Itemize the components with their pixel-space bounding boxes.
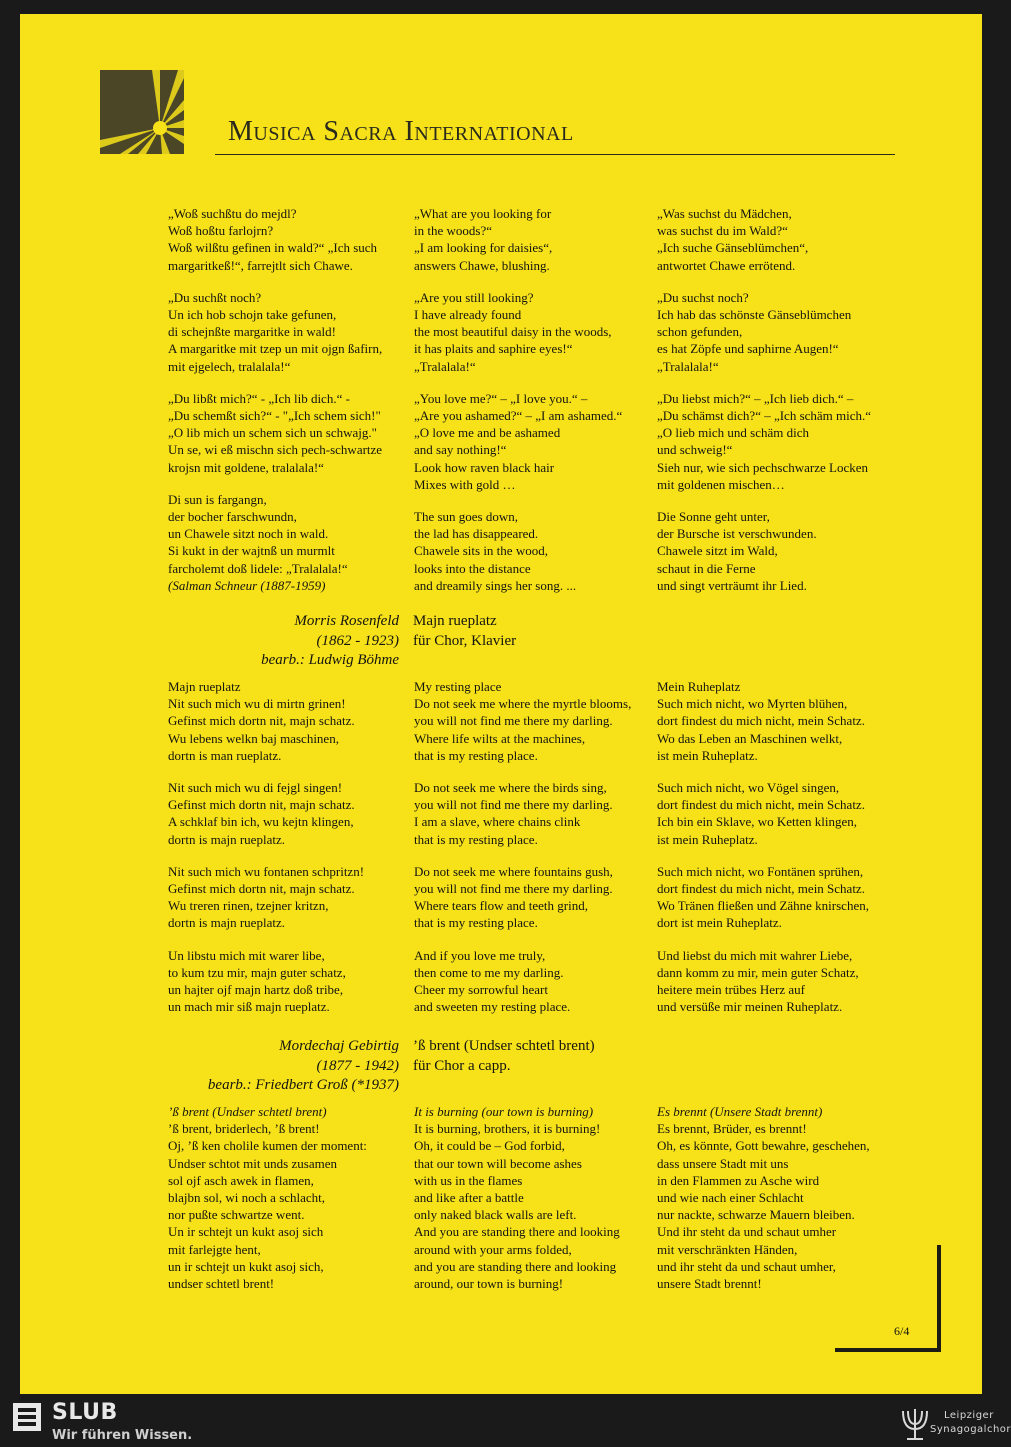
verse-line: dort ist mein Ruheplatz. <box>657 915 782 931</box>
verse-line: ist mein Ruheplatz. <box>657 747 758 763</box>
verse-line: und schweig!“ <box>657 442 733 458</box>
verse-line: farcholemt doß lidele: „Tralalala!“ <box>168 560 348 576</box>
verse-line: di schejnßte margaritke in wald! <box>168 324 336 340</box>
song3-german-heading: Es brennt (Unsere Stadt brennt) <box>657 1104 823 1119</box>
header-rule <box>215 154 895 155</box>
verse-line: Look how raven black hair <box>414 459 555 475</box>
stanza <box>414 1120 620 1223</box>
verse-line: Do not seek me where the birds sing, <box>414 780 607 796</box>
verse-line: Un se, wi eß mischn sich pech-schwartze <box>168 442 383 458</box>
library-tagline: Wir führen Wissen. <box>52 1428 193 1443</box>
verse-line: in the woods?“ <box>414 223 492 239</box>
stanza <box>414 947 631 1016</box>
stanza <box>414 390 622 493</box>
verse-line: und ihr steht da und schaut umher, <box>657 1258 836 1274</box>
verse-line: the most beautiful daisy in the woods, <box>414 324 612 340</box>
verse-line: Such mich nicht, wo Myrten blühen, <box>657 696 848 712</box>
verse-line: unsere Stadt brennt! <box>657 1276 762 1292</box>
stanza <box>414 508 622 594</box>
sunburst-logo-icon <box>100 70 184 154</box>
verse-line: Un ich hob schojn take gefunen, <box>168 307 337 323</box>
verse-line: Nit such mich wu di fejgl singen! <box>168 780 343 796</box>
verse-line: Die Sonne geht unter, <box>657 509 770 525</box>
verse-line: Oh, es könnte, Gott bewahre, geschehen, <box>657 1138 870 1154</box>
verse-line: Nit such mich wu fontanen schpritzn! <box>168 863 365 879</box>
song2-german-text <box>657 678 869 1015</box>
verse-line: Nit such mich wu di mirtn grinen! <box>168 696 346 712</box>
verse-line: schon gefunden, <box>657 324 743 340</box>
verse-line: Chawele sitzt im Wald, <box>657 543 778 559</box>
song1-english-text <box>414 205 622 594</box>
song2-scoring: für Chor, Klavier <box>413 632 517 649</box>
verse-line: My resting place <box>414 679 502 694</box>
verse-line: und singt verträumt ihr Lied. <box>657 577 807 593</box>
verse-line: The sun goes down, <box>414 509 518 525</box>
verse-line: dann komm zu mir, mein guter Schatz, <box>657 964 859 980</box>
verse-line: Gefinst mich dortn nit, majn schatz. <box>168 797 355 813</box>
corner-mark-horizontal <box>835 1348 941 1352</box>
verse-line: that is my resting place. <box>414 831 538 847</box>
verse-line: and say nothing!“ <box>414 442 507 458</box>
song3-english-text <box>414 1103 620 1292</box>
verse-line: dass unsere Stadt mit uns <box>657 1155 789 1171</box>
verse-line: I am a slave, where chains clink <box>414 814 581 830</box>
verse-line: Do not seek me where the myrtle blooms, <box>414 696 632 712</box>
verse-line: und wie nach einer Schlacht <box>657 1190 804 1206</box>
verse-line: und versüße mir meinen Ruheplatz. <box>657 999 843 1015</box>
verse-line: un hajter ojf majn hartz doß tribe, <box>168 982 344 998</box>
stanza <box>657 1223 870 1292</box>
stanza <box>168 491 382 577</box>
choir-name-line1: Leipziger <box>944 1410 994 1421</box>
verse-line: Ich hab das schönste Gänseblümchen <box>657 307 852 323</box>
stanza <box>414 863 631 932</box>
verse-line: „Ich suche Gänseblümchen“, <box>657 240 809 256</box>
verse-line: „O lib mich un schem sich un schwajg." <box>168 425 377 441</box>
stanza <box>657 289 871 375</box>
verse-line: „Tralalala!“ <box>414 358 476 374</box>
verse-line: Undser schtot mit unds zusamen <box>168 1155 337 1171</box>
verse-line: Gefinst mich dortn nit, majn schatz. <box>168 713 355 729</box>
verse-line: dort findest du mich nicht, mein Schatz. <box>657 881 865 897</box>
verse-line: around with your arms folded, <box>414 1241 572 1257</box>
verse-line: „Du schemßt sich?“ - "„Ich schem sich!" <box>168 408 381 424</box>
corner-mark-vertical <box>937 1245 941 1352</box>
verse-line: Oj, ’ß ken cholile kumen der moment: <box>168 1138 367 1154</box>
verse-line: „Du suchßt noch? <box>168 289 262 305</box>
verse-line: with us in the flames <box>414 1172 523 1188</box>
verse-line: It is burning, brothers, it is burning! <box>414 1121 601 1137</box>
verse-line: that is my resting place. <box>414 915 538 931</box>
verse-line: der Bursche ist verschwunden. <box>657 526 817 542</box>
verse-line: ’ß brent, briderlech, ’ß brent! <box>168 1121 320 1137</box>
stanza <box>414 1223 620 1292</box>
song1-yiddish-text <box>168 205 382 594</box>
verse-line: nur nackte, schwarze Mauern bleiben. <box>657 1207 855 1223</box>
verse-line: answers Chawe, blushing. <box>414 257 550 273</box>
verse-line: and dreamily sings her song. ... <box>414 577 577 593</box>
verse-line: „Tralalala!“ <box>657 358 719 374</box>
stanza <box>168 1223 367 1292</box>
verse-line: krojsn mit goldene, tralalala!“ <box>168 459 324 475</box>
verse-line: „I am looking for daisies“, <box>414 240 553 256</box>
verse-line: Und liebst du mich mit wahrer Liebe, <box>657 947 853 963</box>
verse-line: Si kukt in der wajtnß un murmlt <box>168 543 335 559</box>
song2-dates: (1862 - 1923) <box>316 632 399 649</box>
verse-line: Such mich nicht, wo Fontänen sprühen, <box>657 863 864 879</box>
verse-line: and you are standing there and looking <box>414 1258 617 1274</box>
verse-line: „Are you still looking? <box>414 289 534 305</box>
stanza <box>657 205 871 274</box>
song2-credits <box>261 612 399 671</box>
verse-line: „Are you ashamed?“ – „I am ashamed.“ <box>414 408 623 424</box>
verse-line: then come to me my darling. <box>414 964 564 980</box>
verse-line: the lad has disappeared. <box>414 526 539 542</box>
stanza <box>657 508 871 594</box>
verse-line: you will not find me there my darling. <box>414 797 613 813</box>
stanza <box>168 779 364 848</box>
verse-line: „Was suchst du Mädchen, <box>657 206 792 221</box>
verse-line: Wu lebens welkn baj maschinen, <box>168 730 339 746</box>
choir-name-line2: Synagogalchor <box>930 1424 1011 1435</box>
verse-line: in den Flammen zu Asche wird <box>657 1172 820 1188</box>
stanza <box>168 947 364 1016</box>
verse-line: you will not find me there my darling. <box>414 713 613 729</box>
verse-line: Do not seek me where fountains gush, <box>414 863 613 879</box>
verse-line: dortn is majn rueplatz. <box>168 915 285 931</box>
song3-yiddish-text <box>168 1103 367 1292</box>
song1-german-text <box>657 205 871 594</box>
verse-line: „You love me?“ – „I love you.“ – <box>414 390 588 406</box>
verse-line: only naked black walls are left. <box>414 1207 577 1223</box>
stanza <box>168 205 382 274</box>
verse-line: mit verschränkten Händen, <box>657 1241 798 1257</box>
verse-line: Un libstu mich mit warer libe, <box>168 947 325 963</box>
stanza <box>168 678 364 764</box>
verse-line: A margaritke mit tzep un mit ojgn ßafirn, <box>168 341 383 357</box>
verse-line: Wo das Leben an Maschinen welkt, <box>657 730 843 746</box>
stanza <box>657 1120 870 1223</box>
stanza <box>414 289 622 375</box>
verse-line: undser schtetl brent! <box>168 1276 275 1292</box>
verse-line: that is my resting place. <box>414 747 538 763</box>
song3-dates: (1877 - 1942) <box>316 1057 399 1074</box>
song3-yiddish-heading: ’ß brent (Undser schtetl brent) <box>168 1104 327 1119</box>
verse-line: Sieh nur, wie sich pechschwarze Locken <box>657 459 869 475</box>
verse-line: „O love me and be ashamed <box>414 425 561 441</box>
verse-line: un Chawele sitzt noch in wald. <box>168 526 329 542</box>
verse-line: Oh, it could be – God forbid, <box>414 1138 565 1154</box>
verse-line: dort findest du mich nicht, mein Schatz. <box>657 713 865 729</box>
stanza <box>414 779 631 848</box>
verse-line: heitere mein trübes Herz auf <box>657 982 805 998</box>
verse-line: „Du suchst noch? <box>657 289 749 305</box>
verse-line: Where life wilts at the machines, <box>414 730 586 746</box>
library-name[interactable]: SLUB <box>52 1400 118 1425</box>
verse-line: was suchst du im Wald?“ <box>657 223 788 239</box>
verse-line: es hat Zöpfe und saphirne Augen!“ <box>657 341 839 357</box>
verse-line: Where tears flow and teeth grind, <box>414 898 588 914</box>
song2-english-text <box>414 678 631 1015</box>
verse-line: „What are you looking for <box>414 206 552 221</box>
verse-line: dortn is majn rueplatz. <box>168 831 285 847</box>
verse-line: Es brennt, Brüder, es brennt! <box>657 1121 807 1137</box>
verse-line: „O lieb mich und schäm dich <box>657 425 809 441</box>
verse-line: „Woß suchßtu do mejdl? <box>168 206 297 221</box>
verse-line: mit farlejgte hent, <box>168 1241 261 1257</box>
stanza <box>657 947 869 1016</box>
song2-arranger: bearb.: Ludwig Böhme <box>261 652 399 668</box>
verse-line: „Du liebst mich?“ – „Ich lieb dich.“ – <box>657 390 854 406</box>
verse-line: Woß hoßtu farlojrn? <box>168 223 274 239</box>
verse-line: looks into the distance <box>414 560 531 576</box>
song3-work <box>413 1037 595 1076</box>
song2-yiddish-text <box>168 678 364 1015</box>
verse-line: you will not find me there my darling. <box>414 881 613 897</box>
stanza <box>168 289 382 375</box>
slub-logo-icon <box>12 1402 42 1432</box>
verse-line: Mein Ruheplatz <box>657 679 741 694</box>
verse-line: Ich bin ein Sklave, wo Ketten klingen, <box>657 814 858 830</box>
verse-line: and like after a battle <box>414 1190 524 1206</box>
verse-line: and sweeten my resting place. <box>414 999 571 1015</box>
song3-arranger: bearb.: Friedbert Groß (*1937) <box>207 1077 399 1093</box>
stanza <box>657 390 871 493</box>
verse-line: Gefinst mich dortn nit, majn schatz. <box>168 881 355 897</box>
verse-line: Un ir schtejt un kukt asoj sich <box>168 1224 324 1240</box>
song2-composer: Morris Rosenfeld <box>294 613 399 629</box>
verse-line: to kum tzu mir, majn guter schatz, <box>168 964 346 980</box>
song3-composer: Mordechaj Gebirtig <box>279 1038 399 1054</box>
song3-credits <box>208 1037 399 1096</box>
verse-line: I have already found <box>414 307 522 323</box>
verse-line: Wo Tränen fließen und Zähne knirschen, <box>657 898 869 914</box>
verse-line: Majn rueplatz <box>168 679 241 694</box>
verse-line: Di sun is fargangn, <box>168 491 267 507</box>
verse-line: around, our town is burning! <box>414 1276 564 1292</box>
verse-line: un ir schtejt un kukt asoj sich, <box>168 1258 324 1274</box>
verse-line: „Du schämst dich?“ – „Ich schäm mich.“ <box>657 408 872 424</box>
stanza <box>414 678 631 764</box>
verse-line: un mach mir siß majn rueplatz. <box>168 999 330 1015</box>
song3-title: ’ß brent (Undser schtetl brent) <box>413 1038 595 1054</box>
verse-line: mit goldenen mischen… <box>657 476 785 492</box>
stanza <box>168 1120 367 1223</box>
song2-title: Majn rueplatz <box>413 613 497 629</box>
verse-line: A schklaf bin ich, wu kejtn klingen, <box>168 814 354 830</box>
stanza <box>414 205 622 274</box>
organization-title: Musica Sacra International <box>228 116 574 147</box>
verse-line: it has plaits and saphire eyes!“ <box>414 341 573 357</box>
stanza <box>657 678 869 764</box>
verse-line: Und ihr steht da und schaut umher <box>657 1224 837 1240</box>
verse-line: nor pußte schwartze went. <box>168 1207 305 1223</box>
verse-line: that our town will become ashes <box>414 1155 582 1171</box>
menorah-icon <box>896 1403 934 1443</box>
verse-line: sol ojf asch awek in flamen, <box>168 1172 314 1188</box>
stanza <box>657 779 869 848</box>
verse-line: And if you love me truly, <box>414 947 546 963</box>
verse-line: Such mich nicht, wo Vögel singen, <box>657 780 840 796</box>
verse-line: Cheer my sorrowful heart <box>414 982 548 998</box>
stanza <box>168 863 364 932</box>
verse-line: Chawele sits in the wood, <box>414 543 548 559</box>
verse-line: Wu treren rinen, tzejner kritzn, <box>168 898 329 914</box>
song1-attribution: (Salman Schneur (1887-1959) <box>168 577 326 593</box>
verse-line: And you are standing there and looking <box>414 1224 620 1240</box>
verse-line: schaut in die Ferne <box>657 560 756 576</box>
song3-scoring: für Chor a capp. <box>413 1057 511 1074</box>
song3-german-text <box>657 1103 870 1292</box>
verse-line: ist mein Ruheplatz. <box>657 831 758 847</box>
verse-line: margaritkeß!“, farrejtlt sich Chawe. <box>168 257 353 273</box>
verse-line: der bocher farschwundn, <box>168 509 297 525</box>
verse-line: antwortet Chawe errötend. <box>657 257 796 273</box>
verse-line: „Du libßt mich?“ - „Ich lib dich.“ - <box>168 390 350 406</box>
verse-line: mit ejgelech, tralalala!“ <box>168 358 291 374</box>
verse-line: blajbn sol, wi noch a schlacht, <box>168 1190 326 1206</box>
verse-line: Woß wilßtu gefinen in wald?“ „Ich such <box>168 240 378 256</box>
song3-english-heading: It is burning (our town is burning) <box>414 1104 594 1119</box>
stanza <box>168 390 382 476</box>
verse-line: dort findest du mich nicht, mein Schatz. <box>657 797 865 813</box>
page-number: 6/4 <box>894 1324 910 1338</box>
song2-work <box>413 612 516 651</box>
verse-line: dortn is man rueplatz. <box>168 747 282 763</box>
verse-line: Mixes with gold … <box>414 476 516 492</box>
stanza <box>657 863 869 932</box>
